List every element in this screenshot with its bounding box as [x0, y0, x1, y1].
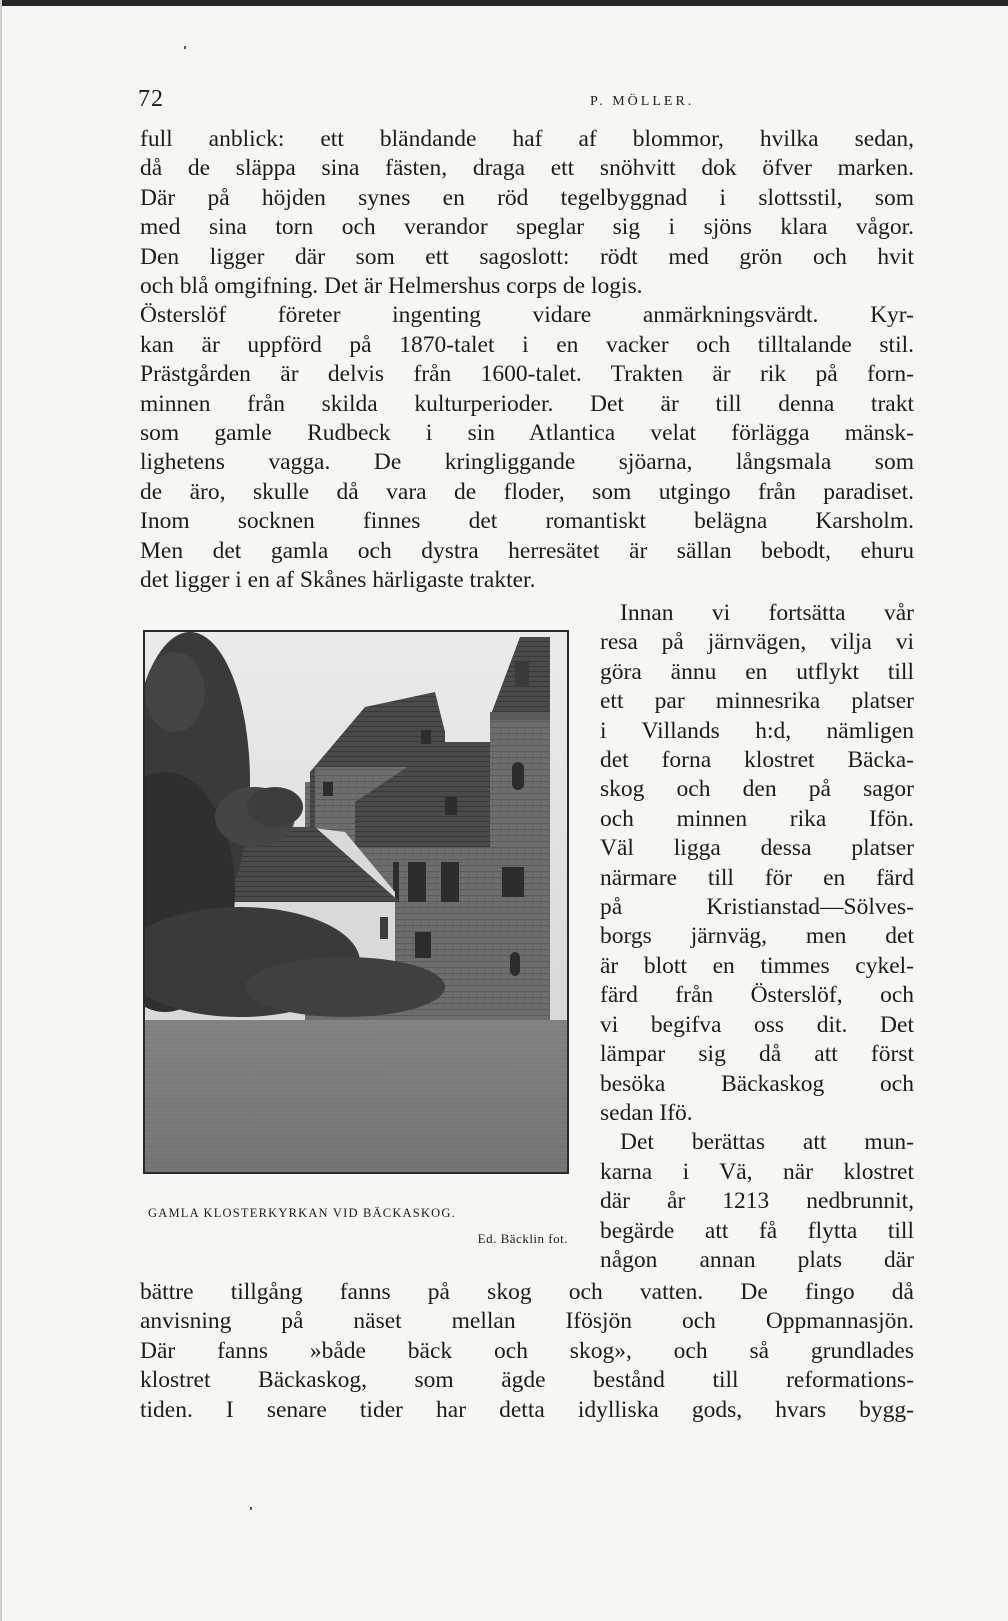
- text-line: det ligger i en af Skånes härligaste trakter.: [140, 567, 536, 594]
- text-line: begärde att få flytta till: [600, 1217, 914, 1244]
- text-line: färd från Österslöf, och: [600, 982, 914, 1009]
- text-line: borgs järnväg, men det: [600, 923, 914, 950]
- top-paragraph: [140, 125, 914, 596]
- text-line: skog och den på sagor: [600, 776, 914, 803]
- text-line: som gamle Rudbeck i sin Atlantica velat förlägga mänsk-: [140, 420, 914, 447]
- text-line: göra ännu en utflykt till: [600, 658, 914, 685]
- text-line: Men det gamla och dystra herresätet är sällan bebodt, ehuru: [140, 537, 914, 564]
- bottom-paragraph: [140, 1278, 914, 1425]
- text-line: lighetens vagga. De kringliggande sjöarna, långsmala som: [140, 449, 914, 476]
- text-line: då de släppa sina fästen, draga ett snöhvitt dok öfver marken.: [140, 155, 914, 182]
- text-line: ett par minnesrika platser: [600, 688, 914, 715]
- castle-photograph: [143, 630, 569, 1174]
- page-header: [138, 86, 914, 116]
- text-line: Inom socknen finnes det romantiskt belägna Karsholm.: [140, 508, 914, 535]
- text-line: är blott en timmes cykel-: [600, 952, 914, 979]
- text-line: karna i Vä, när klostret: [600, 1158, 914, 1185]
- text-line: det forna klostret Bäcka-: [600, 747, 914, 774]
- photo-caption: [148, 1200, 568, 1252]
- page-number: 72: [138, 86, 164, 112]
- text-line: någon annan plats där: [600, 1246, 914, 1273]
- side-column-text: [600, 599, 914, 1275]
- scan-speck: [184, 46, 186, 49]
- text-line: full anblick: ett bländande haf af blommor, hvilka sedan,: [140, 126, 914, 152]
- text-line: klostret Bäckaskog, som ägde bestånd till reformations-: [140, 1367, 914, 1394]
- text-line: kan är uppförd på 1870-talet i en vacker och tilltalande stil.: [140, 331, 914, 358]
- text-line: Där på höjden synes en röd tegelbyggnad i slottsstil, som: [140, 184, 914, 211]
- text-line: Innan vi fortsätta vår: [620, 600, 914, 626]
- text-line: på Kristianstad—Sölves-: [600, 894, 914, 921]
- text-line: närmare till för en färd: [600, 864, 914, 891]
- text-line: anvisning på näset mellan Ifösjön och Oppmannasjön.: [140, 1308, 914, 1335]
- text-line: i Villands h:d, nämligen: [600, 717, 914, 744]
- text-line: Den ligger där som ett sagoslott: rödt med grön och hvit: [140, 243, 914, 270]
- text-line: besöka Bäckaskog och: [600, 1070, 914, 1097]
- text-line: bättre tillgång fanns på skog och vatten. De fingo då: [140, 1279, 914, 1305]
- text-line: Där fanns »både bäck och skog», och så grundlades: [140, 1337, 914, 1364]
- caption-title: GAMLA KLOSTERKYRKAN VID BÄCKASKOG.: [148, 1206, 456, 1220]
- text-line: minnen från skilda kulturperioder. Det är till denna trakt: [140, 390, 914, 417]
- scan-top-edge: [2, 0, 1008, 6]
- scan-speck: [250, 1507, 252, 1510]
- text-line: Österslöf företer ingenting vidare anmärkningsvärdt. Kyr-: [140, 302, 914, 329]
- text-line: tiden. I senare tider har detta idylliska gods, hvars bygg-: [140, 1396, 914, 1423]
- photo-credit: Ed. Bäcklin fot.: [477, 1231, 568, 1246]
- text-line: lämpar sig då att först: [600, 1041, 914, 1068]
- text-line: och minnen rika Ifön.: [600, 805, 914, 832]
- text-line: sedan Ifö.: [600, 1099, 693, 1126]
- text-line: vi begifva oss dit. Det: [600, 1011, 914, 1038]
- text-line: Det berättas att mun-: [620, 1129, 914, 1156]
- text-line: Prästgården är delvis från 1600-talet. Trakten är rik på forn-: [140, 361, 914, 388]
- text-line: och blå omgifning. Det är Helmershus corps de logis.: [140, 273, 643, 300]
- text-line: med sina torn och verandor speglar sig i sjöns klara vågor.: [140, 214, 914, 241]
- text-line: Väl ligga dessa platser: [600, 835, 914, 862]
- running-head: P. MÖLLER.: [590, 94, 695, 109]
- text-line: de äro, skulle då vara de floder, som utgingo från paradiset.: [140, 478, 914, 505]
- text-line: där år 1213 nedbrunnit,: [600, 1188, 914, 1215]
- castle-photograph-image: [145, 632, 567, 1172]
- text-line: resa på järnvägen, vilja vi: [600, 629, 914, 656]
